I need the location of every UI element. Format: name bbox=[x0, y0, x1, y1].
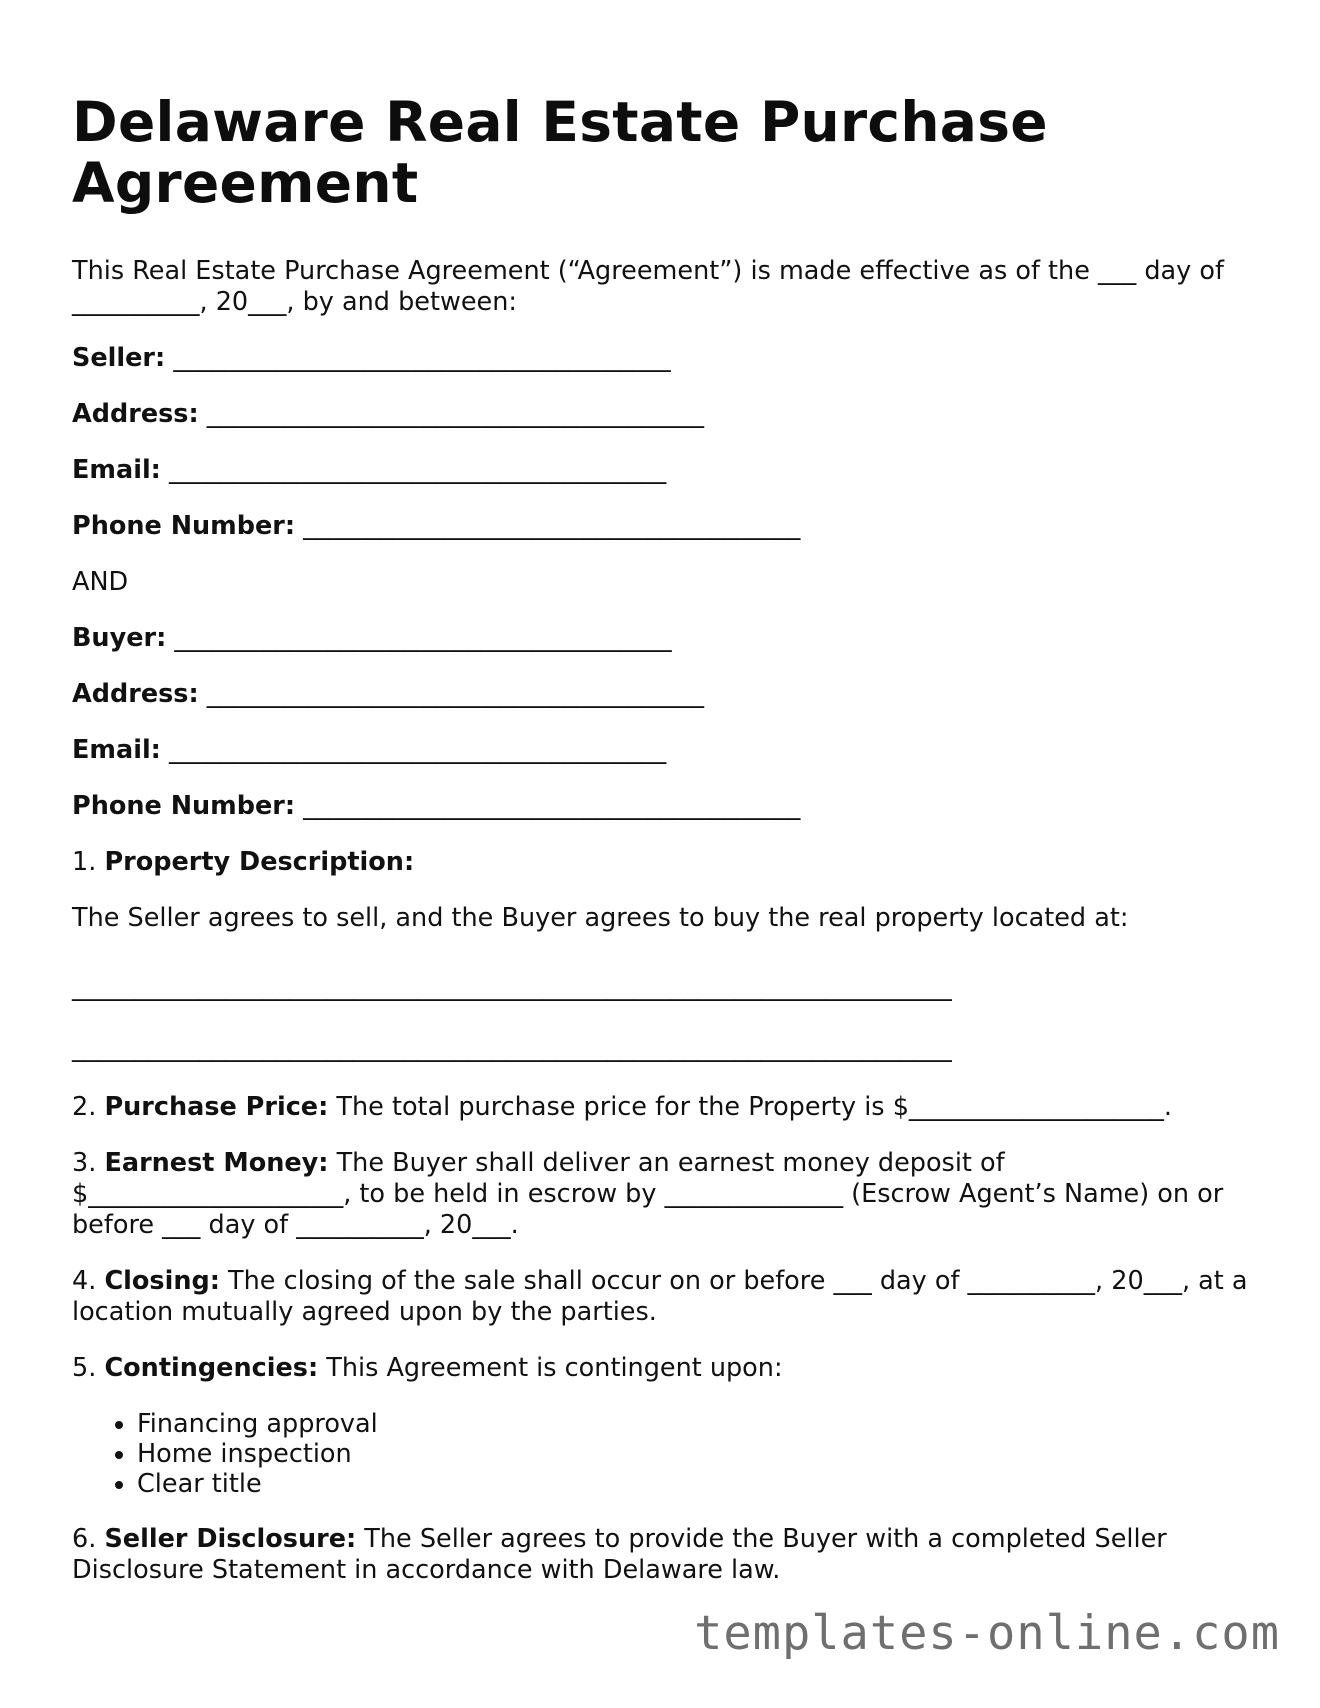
section-property-description bbox=[72, 847, 1252, 878]
field-label: Email: bbox=[72, 735, 161, 765]
field-label: Phone Number: bbox=[72, 511, 296, 541]
contingency-list bbox=[72, 1409, 1252, 1499]
section-text: This Agreement is contingent upon: bbox=[318, 1353, 783, 1383]
field-blank: _______________________________________ bbox=[295, 511, 801, 541]
list-item: • Clear title bbox=[137, 1469, 1252, 1499]
document-page bbox=[72, 92, 1252, 1611]
field-blank: _______________________________________ bbox=[295, 791, 801, 821]
field-blank: _______________________________________ bbox=[160, 735, 667, 765]
list-item: • Financing approval bbox=[137, 1409, 1252, 1439]
section-closing bbox=[72, 1266, 1252, 1328]
section-number: 1. bbox=[72, 847, 105, 877]
section-heading: Purchase Price: bbox=[104, 1092, 329, 1122]
field-blank: _______________________________________ bbox=[198, 399, 705, 429]
seller-name-field bbox=[72, 343, 1252, 374]
section-text: The Seller agrees to provide the Buyer with a completed Seller Disclosure Statement in accordance with Delaware law. bbox=[72, 1524, 1167, 1585]
section-heading: Property Description: bbox=[104, 847, 415, 877]
and-separator: AND bbox=[72, 567, 129, 597]
field-label: Buyer: bbox=[72, 623, 167, 653]
seller-phone-field bbox=[72, 511, 1252, 542]
property-address-blank-2: _____________________________________________________________________ bbox=[72, 1033, 952, 1063]
section-heading: Seller Disclosure: bbox=[104, 1524, 357, 1554]
field-label: Phone Number: bbox=[72, 791, 296, 821]
document-title: Delaware Real Estate Purchase Agreement bbox=[72, 90, 1048, 215]
section-heading: Earnest Money: bbox=[104, 1148, 329, 1178]
field-label: Email: bbox=[72, 455, 161, 485]
field-label: Address: bbox=[72, 679, 199, 709]
buyer-phone-field bbox=[72, 791, 1252, 822]
field-label: Address: bbox=[72, 399, 199, 429]
buyer-email-field bbox=[72, 735, 1252, 766]
field-label: Seller: bbox=[72, 343, 166, 373]
section-number: 4. bbox=[72, 1266, 105, 1296]
section-heading: Contingencies: bbox=[104, 1353, 319, 1383]
watermark: templates-online.com bbox=[694, 1606, 1280, 1661]
section-heading: Closing: bbox=[104, 1266, 220, 1296]
section-number: 2. bbox=[72, 1092, 105, 1122]
section-purchase-price bbox=[72, 1092, 1252, 1123]
buyer-address-field bbox=[72, 679, 1252, 710]
intro-paragraph: This Real Estate Purchase Agreement (“Agreement”) is made effective as of the ___ day of __________, 20___, by and between: bbox=[72, 256, 1224, 317]
property-address-blank-1: _____________________________________________________________________ bbox=[72, 972, 952, 1002]
buyer-name-field bbox=[72, 623, 1252, 654]
field-blank: _______________________________________ bbox=[198, 679, 705, 709]
list-item: • Home inspection bbox=[137, 1439, 1252, 1469]
field-blank: _______________________________________ bbox=[166, 623, 672, 653]
seller-address-field bbox=[72, 399, 1252, 430]
section-earnest-money bbox=[72, 1148, 1252, 1241]
section-text: The closing of the sale shall occur on or before ___ day of __________, 20___, at a location mutually agreed upon by the parties. bbox=[72, 1266, 1248, 1327]
section-number: 5. bbox=[72, 1353, 105, 1383]
field-blank: _______________________________________ bbox=[160, 455, 667, 485]
section-text: The Buyer shall deliver an earnest money deposit of $____________________, to be held in escrow by ______________ (Escrow Agent’s Name) on or before ___ day of __________, 20___. bbox=[72, 1148, 1224, 1240]
section-text: The total purchase price for the Property is $____________________. bbox=[328, 1092, 1173, 1122]
field-blank: _______________________________________ bbox=[165, 343, 671, 373]
property-description-text: The Seller agrees to sell, and the Buyer agrees to buy the real property located at: bbox=[72, 903, 1129, 933]
section-number: 3. bbox=[72, 1148, 105, 1178]
section-contingencies bbox=[72, 1353, 1252, 1384]
section-seller-disclosure bbox=[72, 1524, 1252, 1586]
seller-email-field bbox=[72, 455, 1252, 486]
section-number: 6. bbox=[72, 1524, 105, 1554]
